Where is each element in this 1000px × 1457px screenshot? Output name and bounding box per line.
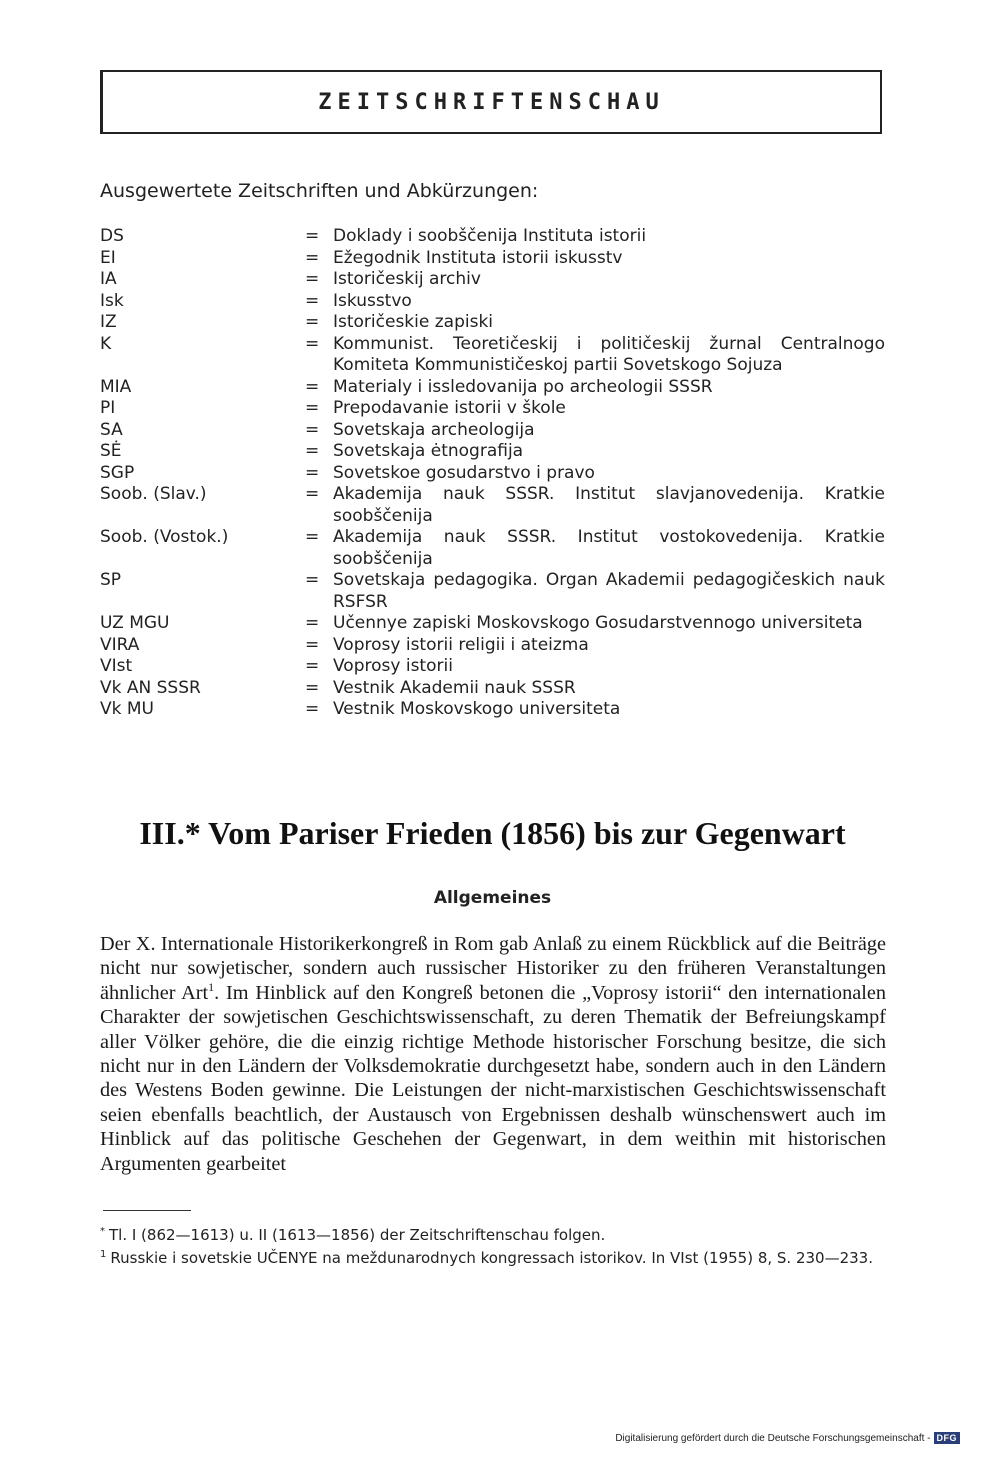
abbreviation-definition: Sovetskaja pedagogika. Organ Akademii pedagogičeskich nauk RSFSR <box>333 570 885 612</box>
page-header-title: ZEITSCHRIFTENSCHAU <box>318 89 665 115</box>
footnote-item <box>100 1245 886 1268</box>
footnote-item <box>100 1222 886 1245</box>
equals-sign: = <box>305 290 320 311</box>
equals-sign: = <box>305 527 320 547</box>
abbreviation-definition: Istoričeskie zapiski <box>333 312 494 332</box>
abbreviation-definition: Akademija nauk SSSR. Institut vostokovedenija. Kratkie soobščenija <box>333 527 885 569</box>
abbreviation-definition: Kommunist. Teoretičeskij i političeskij žurnal Centralnogo Komiteta Kommunističeskoj partii Sovetskogo Sojuza <box>333 333 885 375</box>
abbreviation-row <box>100 527 885 570</box>
abbreviation-code: Vk MU <box>100 699 154 719</box>
footnote-text: Russkie i sovetskie UČENYE na meždunarodnych kongressach istorikov. In VIst (1955) 8, S. 230—233. <box>110 1249 873 1267</box>
equals-sign: = <box>305 312 320 332</box>
abbreviation-code: DS <box>100 226 124 246</box>
abbreviation-code: SA <box>100 419 123 440</box>
abbreviations-list <box>100 226 885 721</box>
abbreviations-heading: Ausgewertete Zeitschriften und Abkürzungen: <box>100 180 539 202</box>
abbreviation-definition: Doklady i soobščenija Instituta istorii <box>333 226 647 246</box>
equals-sign: = <box>305 419 320 440</box>
abbreviation-row <box>100 635 885 657</box>
abbreviation-definition: Učennye zapiski Moskovskogo Gosudarstvennogo universiteta <box>333 613 863 633</box>
equals-sign: = <box>305 634 320 655</box>
abbreviation-definition: Istoričeskij archiv <box>333 269 481 289</box>
equals-sign: = <box>305 656 320 676</box>
subsection-title: Allgemeines <box>433 888 552 908</box>
abbreviation-code: SP <box>100 570 122 590</box>
abbreviation-code: IZ <box>100 312 117 332</box>
abbreviation-code: MIA <box>100 376 132 397</box>
body-text-part1: Der X. Internationale Historikerkongreß in Rom gab Anlaß zu einem Rückblick auf die Beiträge nicht nur sowjetischer, sondern auch russischer Historiker zu den früheren Veranstaltungen ähnlicher Art <box>100 933 886 1004</box>
footnote-ref[interactable]: 1 <box>208 980 215 995</box>
digitization-credit <box>615 1432 960 1444</box>
equals-sign: = <box>305 226 320 246</box>
abbreviation-definition: Voprosy istorii religii i ateizma <box>333 634 589 655</box>
equals-sign: = <box>305 677 320 698</box>
abbreviation-row <box>100 312 885 334</box>
abbreviation-code: VIRA <box>100 634 140 655</box>
abbreviation-code: EI <box>100 247 116 268</box>
abbreviation-definition: Materialy i issledovanija po archeologii SSSR <box>333 376 713 397</box>
abbreviation-definition: Sovetskoe gosudarstvo i pravo <box>333 462 595 483</box>
abbreviation-code: UZ MGU <box>100 613 170 633</box>
abbreviation-definition: Sovetskaja ėtnografija <box>333 441 524 461</box>
abbreviation-definition: Voprosy istorii <box>333 656 453 676</box>
abbreviation-row <box>100 699 885 721</box>
abbreviation-row <box>100 334 885 377</box>
body-text-part2: . Im Hinblick auf den Kongreß betonen die „Voprosy istorii“ den internationalen Charakter der sowjetischen Geschichtswissenschaft, zu deren Thematik der Befreiungskampf aller Völker gehöre, die die einzig richtige Methode historischer Forschung besitze, die sich nicht nur in den Ländern der Volksdemokratie durchgesetzt habe, sondern auch in den Ländern des Westens Boden gewinne. Die Leistungen der nicht-marxistischen Geschichtswissenschaft seien ebenfalls beachtlich, der Austausch von Ergebnissen deshalb wünschenswert auch im Hinblick auf das politische Geschehen der Gegenwart, in dem weithin mit historischen Argumenten gearbeitet <box>100 981 886 1175</box>
abbreviation-definition: Sovetskaja archeologija <box>333 419 535 440</box>
equals-sign: = <box>305 484 320 504</box>
footnote-mark: * <box>100 1226 105 1237</box>
equals-sign: = <box>305 247 320 268</box>
equals-sign: = <box>305 269 320 289</box>
equals-sign: = <box>305 398 320 418</box>
abbreviation-code: Vk AN SSSR <box>100 677 201 698</box>
abbreviation-row <box>100 269 885 291</box>
abbreviation-code: Soob. (Vostok.) <box>100 527 229 547</box>
abbreviation-definition: Vestnik Akademii nauk SSSR <box>333 677 576 698</box>
equals-sign: = <box>305 570 320 590</box>
equals-sign: = <box>305 376 320 397</box>
abbreviation-row <box>100 613 885 635</box>
footnote-text: Tl. I (862—1613) u. II (1613—1856) der Zeitschriftenschau folgen. <box>109 1226 606 1244</box>
abbreviation-row <box>100 656 885 678</box>
abbreviation-definition: Vestnik Moskovskogo universiteta <box>333 699 621 719</box>
abbreviation-row <box>100 678 885 700</box>
abbreviation-definition: Ežegodnik Instituta istorii iskusstv <box>333 247 623 268</box>
abbreviation-code: SĖ <box>100 441 122 461</box>
abbreviation-row <box>100 291 885 313</box>
abbreviation-code: Soob. (Slav.) <box>100 484 207 504</box>
abbreviation-definition: Iskusstvo <box>333 290 412 311</box>
credit-text: Digitalisierung gefördert durch die Deutsche Forschungsgemeinschaft - <box>615 1432 931 1444</box>
footnote-mark: 1 <box>100 1249 107 1260</box>
footnotes <box>100 1222 886 1268</box>
equals-sign: = <box>305 333 320 354</box>
header-box <box>100 70 882 134</box>
abbreviation-row <box>100 420 885 442</box>
abbreviation-code: SGP <box>100 462 135 483</box>
abbreviation-definition: Akademija nauk SSSR. Institut slavjanovedenija. Kratkie soobščenija <box>333 484 885 526</box>
abbreviation-definition: Prepodavanie istorii v škole <box>333 398 566 418</box>
abbreviation-row <box>100 226 885 248</box>
section-title: III.* Vom Pariser Frieden (1856) bis zur Gegenwart <box>139 815 846 851</box>
abbreviation-row <box>100 484 885 527</box>
abbreviation-code: IA <box>100 269 117 289</box>
abbreviation-row <box>100 248 885 270</box>
equals-sign: = <box>305 699 320 719</box>
abbreviation-row <box>100 377 885 399</box>
abbreviation-code: K <box>100 333 112 354</box>
abbreviation-code: Isk <box>100 290 124 311</box>
abbreviation-row <box>100 463 885 485</box>
abbreviation-code: VIst <box>100 656 133 676</box>
body-paragraph <box>100 932 886 1176</box>
abbreviation-row <box>100 570 885 613</box>
abbreviation-row <box>100 398 885 420</box>
dfg-logo: DFG <box>934 1432 961 1444</box>
abbreviation-row <box>100 441 885 463</box>
equals-sign: = <box>305 462 320 483</box>
footnote-divider <box>103 1210 191 1211</box>
equals-sign: = <box>305 441 320 461</box>
equals-sign: = <box>305 613 320 633</box>
abbreviation-code: PI <box>100 398 116 418</box>
